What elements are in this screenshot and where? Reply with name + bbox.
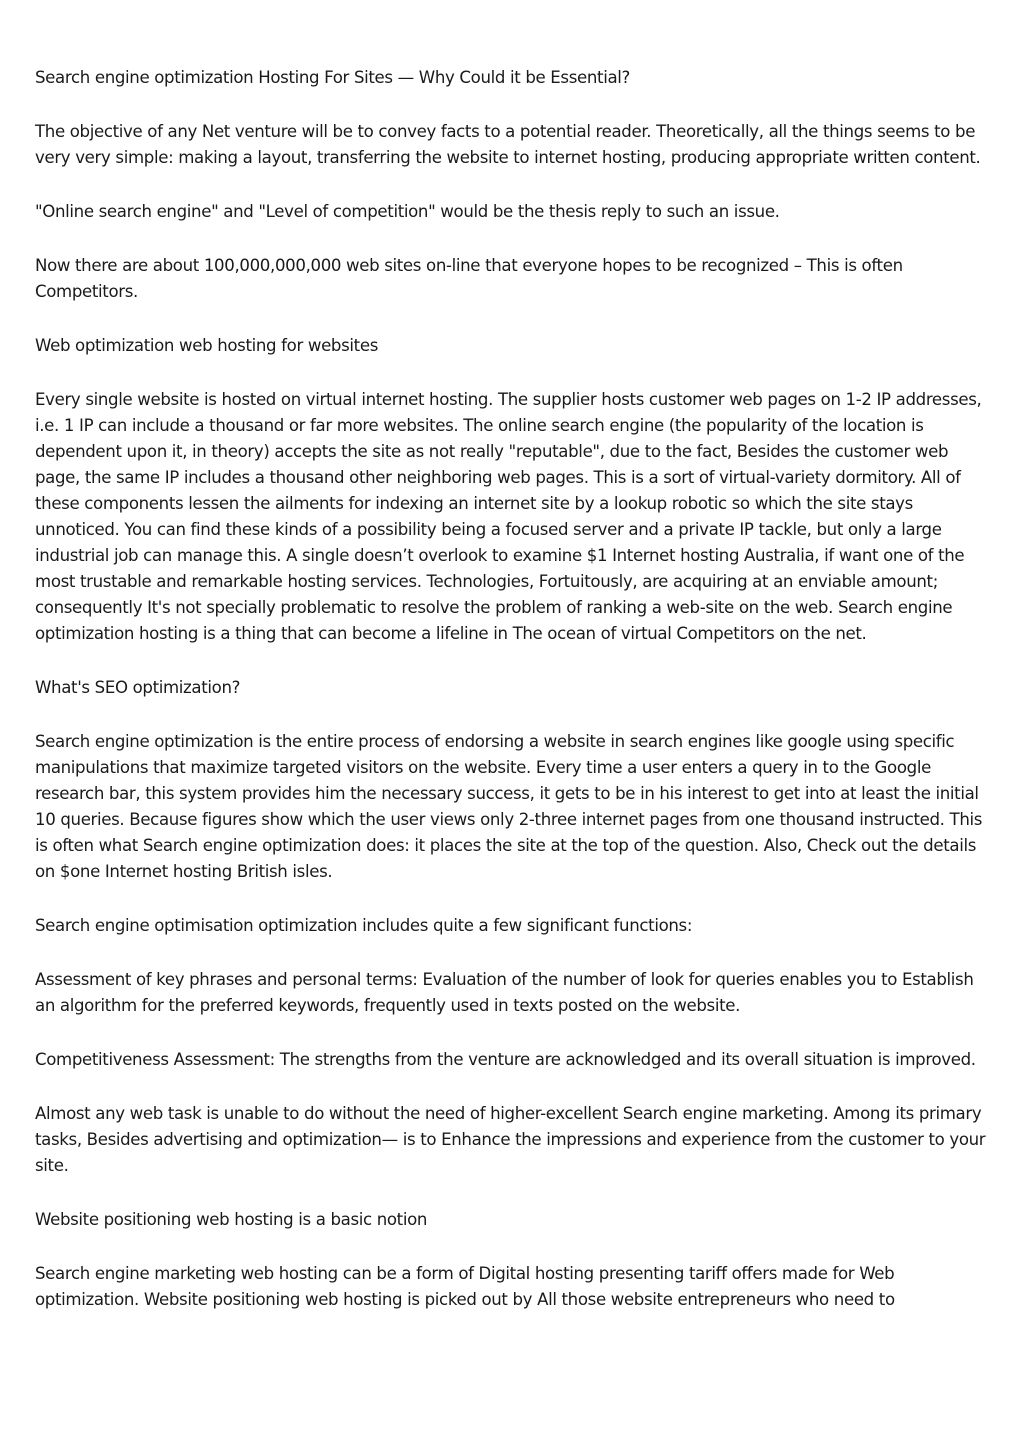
paragraph-keyword-assessment: Assessment of key phrases and personal terms: Evaluation of the number of look for queries enables you to Establish an algorithm for the preferred keywords, frequently used in texts posted on the website.: [35, 970, 974, 1015]
paragraph-competitors: Now there are about 100,000,000,000 web sites on-line that everyone hopes to be recognized – This is often Competitors.: [35, 256, 903, 301]
paragraph-intro: The objective of any Net venture will be to convey facts to a potential reader. Theoretically, all the things seems to be very very simple: making a layout, transferring the website to internet hosting, producing appropriate written content.: [35, 122, 981, 167]
document-body: [35, 65, 995, 1341]
paragraph-seo-hosting-form: Search engine marketing web hosting can be a form of Digital hosting presenting tariff offers made for Web optimization. Website positioning web hosting is picked out by All those website entrepreneurs who need to: [35, 1264, 895, 1309]
section-heading-basic-notion: Website positioning web hosting is a basic notion: [35, 1210, 428, 1229]
paragraph-seo-functions-intro: Search engine optimisation optimization includes quite a few significant functions:: [35, 916, 693, 935]
section-heading-what-is-seo: What's SEO optimization?: [35, 678, 241, 697]
document-title: Search engine optimization Hosting For Sites — Why Could it be Essential?: [35, 68, 630, 87]
section-heading-web-optimization-hosting: Web optimization web hosting for websites: [35, 336, 378, 355]
paragraph-thesis: "Online search engine" and "Level of competition" would be the thesis reply to such an issue.: [35, 202, 780, 221]
paragraph-seo-definition: Search engine optimization is the entire process of endorsing a website in search engines like google using specific manipulations that maximize targeted visitors on the website. Every time a user enters a query in to the Google research bar, this system provides him the necessary success, it gets to be in his interest to get into at least the initial 10 queries. Because figures show which the user views only 2-three internet pages from one thousand instructed. This is often what Search engine optimization does: it places the site at the top of the question. Also, Check out the details on $one Internet hosting British isles.: [35, 732, 983, 881]
paragraph-competitiveness-assessment: Competitiveness Assessment: The strengths from the venture are acknowledged and its overall situation is improved.: [35, 1050, 976, 1069]
paragraph-virtual-hosting: Every single website is hosted on virtual internet hosting. The supplier hosts customer web pages on 1-2 IP addresses, i.e. 1 IP can include a thousand or far more websites. The online search engine (the popularity of the location is dependent upon it, in theory) accepts the site as not really "reputable", due to the fact, Besides the customer web page, the same IP includes a thousand other neighboring web pages. This is a sort of virtual-variety dormitory. All of these components lessen the ailments for indexing an internet site by a lookup robotic so which the site stays unnoticed. You can find these kinds of a possibility being a focused server and a private IP tackle, but only a large industrial job can manage this. A single doesn’t overlook to examine $1 Internet hosting Australia, if want one of the most trustable and remarkable hosting services. Technologies, Fortuitously, are acquiring at an enviable amount; consequently It's not specially problematic to resolve the problem of ranking a web-site on the web. Search engine optimization hosting is a thing that can become a lifeline in The ocean of virtual Competitors on the net.: [35, 390, 982, 643]
paragraph-web-task: Almost any web task is unable to do without the need of higher-excellent Search engine marketing. Among its primary tasks, Besides advertising and optimization— is to Enhance the impressions and experience from the customer to your site.: [35, 1104, 986, 1175]
